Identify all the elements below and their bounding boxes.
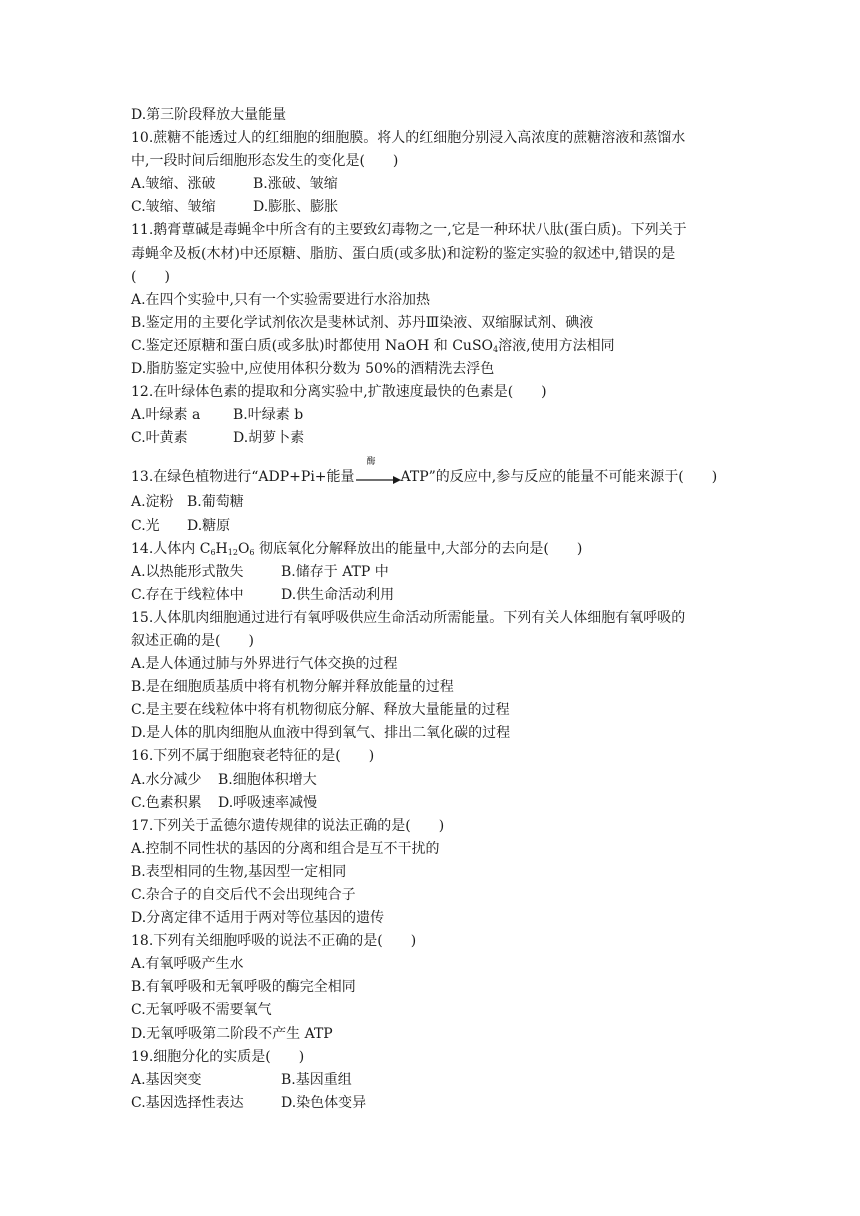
q15-option-d: D.是人体的肌肉细胞从血液中得到氧气、排出二氧化碳的过程 (131, 725, 511, 742)
q11-stem-line2: 毒蝇伞及板(木材)中还原糖、脂肪、蛋白质(或多肽)和淀粉的鉴定实验的叙述中,错误的是 (131, 245, 676, 262)
q19-option-c: C.基因选择性表达 (131, 1094, 244, 1111)
q9-option-d: D.第三阶段释放大量能量 (131, 107, 287, 123)
q14-options-ab (131, 561, 731, 584)
q14-options-cd (131, 584, 731, 607)
q17-stem: 17.下列关于孟德尔遗传规律的说法正确的是( ) (131, 817, 445, 834)
q16-option-a: A.水分减少 (131, 771, 202, 788)
q14-sub-o: 6 (249, 547, 255, 557)
q19-option-b: B.基因重组 (281, 1071, 352, 1088)
q14-option-a: A.以热能形式散失 (131, 563, 244, 580)
q14-stem-end: 彻底氧化分解释放出的能量中,大部分的去向是( ) (254, 540, 583, 557)
q14-option-b: B.储存于 ATP 中 (281, 563, 389, 580)
q15-option-a: A.是人体通过肺与外界进行气体交换的过程 (131, 656, 398, 673)
q18-option-d: D.无氧呼吸第二阶段不产生 ATP (131, 1025, 333, 1042)
q12-option-b: B.叶绿素 b (233, 407, 304, 424)
q11-option-a: A.在四个实验中,只有一个实验需要进行水浴加热 (131, 291, 431, 308)
q11-subscript: 4 (493, 344, 499, 354)
q16-option-b: B.细胞体积增大 (218, 771, 317, 788)
q13-option-d: D.糖原 (187, 517, 231, 534)
q13-option-b: B.葡萄糖 (187, 494, 244, 511)
q17-option-d: D.分离定律不适用于两对等位基因的遗传 (131, 910, 385, 927)
q18-stem: 18.下列有关细胞呼吸的说法不正确的是( ) (131, 933, 417, 950)
q13-option-c: C.光 (131, 517, 160, 534)
q19-options-ab (131, 1069, 731, 1092)
q13-stem-start: 13.在绿色植物进行“ADP+Pi+能量 (131, 469, 355, 486)
enzyme-label: 酶 (366, 457, 376, 468)
q16-options-cd (131, 792, 731, 815)
q14-option-d: D.供生命活动利用 (281, 586, 395, 603)
q14-stem-start: 14.人体内 C (131, 540, 211, 557)
q14-option-c: C.存在于线粒体中 (131, 586, 244, 603)
q10-stem-line1: 10.蔗糖不能透过人的红细胞的细胞膜。将人的红细胞分别浸入高浓度的蔗糖溶液和蒸馏水 (131, 130, 686, 147)
q17-option-b: B.表型相同的生物,基因型一定相同 (131, 863, 347, 880)
q13-options-ab (131, 491, 731, 514)
question-list (131, 104, 731, 1115)
q10-option-d: D.膨胀、膨胀 (253, 199, 339, 216)
q16-option-d: D.呼吸速率减慢 (218, 794, 318, 811)
q18-option-b: B.有氧呼吸和无氧呼吸的酶完全相同 (131, 979, 356, 996)
q13-stem-end: ATP”的反应中,参与反应的能量不可能来源于( ) (400, 469, 718, 486)
q17-option-c: C.杂合子的自交后代不会出现纯合子 (131, 887, 356, 903)
q14-h: H (215, 540, 228, 557)
q10-stem-line2: 中,一段时间后细胞形态发生的变化是( ) (131, 153, 399, 170)
q10-options-cd (131, 196, 731, 219)
q12-option-a: A.叶绿素 a (131, 407, 201, 424)
q14-sub-h: 12 (227, 547, 238, 557)
q12-options-ab (131, 404, 731, 427)
q12-stem: 12.在叶绿体色素的提取和分离实验中,扩散速度最快的色素是( ) (131, 384, 547, 401)
q10-option-c: C.皱缩、皱缩 (131, 199, 216, 216)
q10-options-ab (131, 173, 731, 196)
q14-stem (131, 538, 731, 561)
q14-o: O (237, 540, 250, 557)
q15-option-b: B.是在细胞质基质中将有机物分解并释放能量的过程 (131, 679, 454, 696)
q11-stem-line3: ( ) (131, 268, 170, 285)
q12-option-c: C.叶黄素 (131, 430, 188, 447)
q16-stem: 16.下列不属于细胞衰老特征的是( ) (131, 748, 375, 765)
q19-option-d: D.染色体变异 (281, 1094, 367, 1111)
q13-stem (131, 450, 731, 491)
q12-option-d: D.胡萝卜素 (233, 430, 305, 447)
q11-option-c (131, 335, 731, 358)
q11-option-d: D.脂肪鉴定实验中,应使用体积分数为 50%的酒精洗去浮色 (131, 361, 495, 378)
q11-option-c-text: C.鉴定还原糖和蛋白质(或多肽)时都使用 NaOH 和 CuSO (131, 337, 494, 354)
q14-sub-c: 6 (210, 547, 216, 557)
q19-option-a: A.基因突变 (131, 1071, 202, 1088)
q15-stem-line1: 15.人体肌肉细胞通过进行有氧呼吸供应生命活动所需能量。下列有关人体细胞有氧呼吸的 (131, 609, 686, 626)
q16-option-c: C.色素积累 (131, 794, 202, 811)
q10-option-b: B.涨破、皱缩 (253, 176, 338, 193)
q16-options-ab (131, 769, 731, 792)
q11-option-b: B.鉴定用的主要化学试剂依次是斐林试剂、苏丹Ⅲ染液、双缩脲试剂、碘液 (131, 314, 594, 331)
q11-stem-line1: 11.鹅膏蕈碱是毒蝇伞中所含有的主要致幻毒物之一,它是一种环状八肽(蛋白质)。下列关于 (131, 222, 687, 239)
q18-option-c: C.无氧呼吸不需要氧气 (131, 1002, 272, 1019)
q13-option-a: A.淀粉 (131, 494, 174, 511)
q17-option-a: A.控制不同性状的基因的分离和组合是互不干扰的 (131, 840, 440, 857)
q12-options-cd (131, 427, 731, 450)
q18-option-a: A.有氧呼吸产生水 (131, 956, 244, 973)
q19-stem: 19.细胞分化的实质是( ) (131, 1048, 305, 1065)
q11-option-c-tail: 溶液,使用方法相同 (498, 337, 615, 354)
q10-option-a: A.皱缩、涨破 (131, 176, 216, 193)
q15-option-c: C.是主要在线粒体中将有机物彻底分解、释放大量能量的过程 (131, 702, 510, 719)
q19-options-cd (131, 1092, 731, 1115)
q15-stem-line2: 叙述正确的是( ) (131, 632, 254, 649)
reaction-arrow-icon (355, 457, 401, 489)
q13-options-cd (131, 515, 731, 538)
